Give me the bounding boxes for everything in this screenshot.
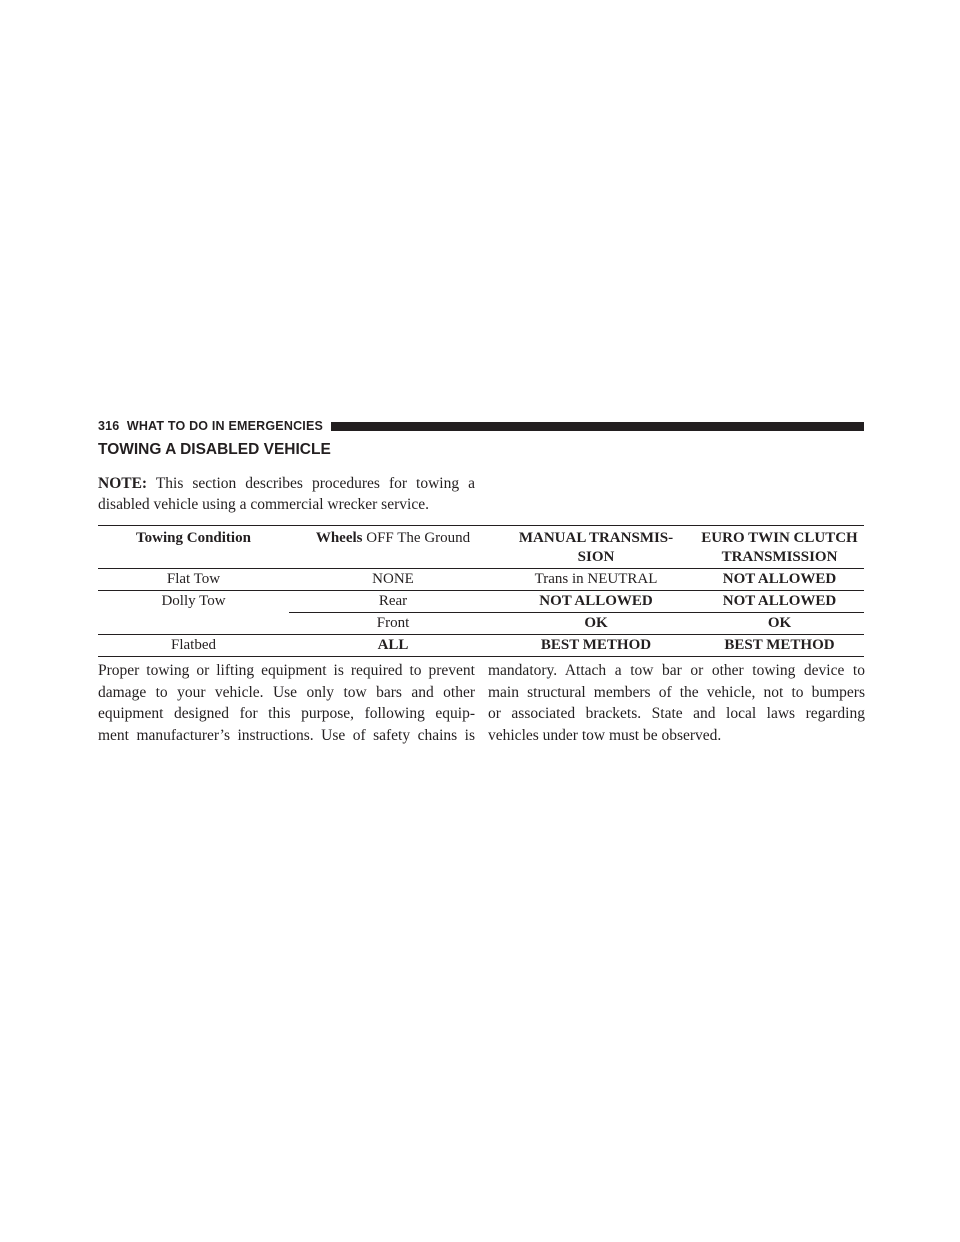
header-wheels xyxy=(289,526,497,569)
table-header-row xyxy=(98,526,864,569)
cell-manual: BEST METHOD xyxy=(540,637,652,653)
cell-condition: Dolly Tow xyxy=(161,593,226,609)
note-text: This section describes procedures for towing a disabled vehicle using a commercial wrecker service. xyxy=(98,475,475,513)
table-row-flatbed xyxy=(98,635,864,657)
body-column-left xyxy=(98,660,475,746)
header-euro-line1: EURO TWIN CLUTCH xyxy=(701,530,858,546)
cell-euro: NOT ALLOWED xyxy=(722,571,837,587)
header-rule xyxy=(331,422,864,431)
cell-euro: OK xyxy=(767,615,792,631)
header-wheels-rest: OFF The Ground xyxy=(366,530,471,546)
cell-manual: NOT ALLOWED xyxy=(539,593,653,609)
header-towing-condition: Towing Condition xyxy=(136,530,251,546)
body-line: mandatory. Attach a tow bar or other towing device to xyxy=(488,662,865,679)
header-euro xyxy=(695,526,864,569)
section-name: WHAT TO DO IN EMERGENCIES xyxy=(126,419,324,433)
cell-condition: Flatbed xyxy=(171,637,216,653)
cell-wheels: Front xyxy=(376,615,410,631)
body-line: ment manufacturer’s instructions. Use of safety chains is xyxy=(98,726,475,744)
note-paragraph xyxy=(98,473,475,515)
body-line: equipment designed for this purpose, following equip- xyxy=(98,705,475,722)
table-row-dolly-rear xyxy=(98,591,864,613)
body-line: main structural members of the vehicle, not to bumpers xyxy=(488,683,865,701)
page-header xyxy=(98,416,864,436)
cell-wheels: NONE xyxy=(372,571,414,587)
cell-wheels: ALL xyxy=(377,637,409,653)
body-line: Proper towing or lifting equipment is required to prevent xyxy=(98,662,475,679)
cell-manual: Trans in NEUTRAL xyxy=(534,571,658,587)
header-euro-line2: TRANSMISSION xyxy=(721,549,838,565)
note-label: NOTE: xyxy=(98,475,148,492)
body-line: damage to your vehicle. Use only tow bars and other xyxy=(98,683,475,701)
body-line: or associated brackets. State and local laws regarding xyxy=(488,705,865,722)
cell-euro: NOT ALLOWED xyxy=(722,593,837,609)
page-number: 316 xyxy=(98,419,120,433)
body-line: vehicles under tow must be observed. xyxy=(488,726,722,744)
header-manual-line1: MANUAL TRANSMIS- xyxy=(518,530,674,546)
header-wheels-bold: Wheels xyxy=(315,530,363,546)
cell-manual: OK xyxy=(584,615,608,631)
page-header-text xyxy=(98,419,331,433)
table-row-flat-tow xyxy=(98,569,864,591)
towing-table xyxy=(98,525,864,657)
section-title: TOWING A DISABLED VEHICLE xyxy=(98,441,331,458)
body-column-right xyxy=(488,660,865,746)
header-manual-line2: SION xyxy=(577,549,615,565)
cell-euro: BEST METHOD xyxy=(724,637,835,653)
cell-condition: Flat Tow xyxy=(166,571,221,587)
cell-wheels: Rear xyxy=(378,593,408,609)
header-manual xyxy=(497,526,695,569)
